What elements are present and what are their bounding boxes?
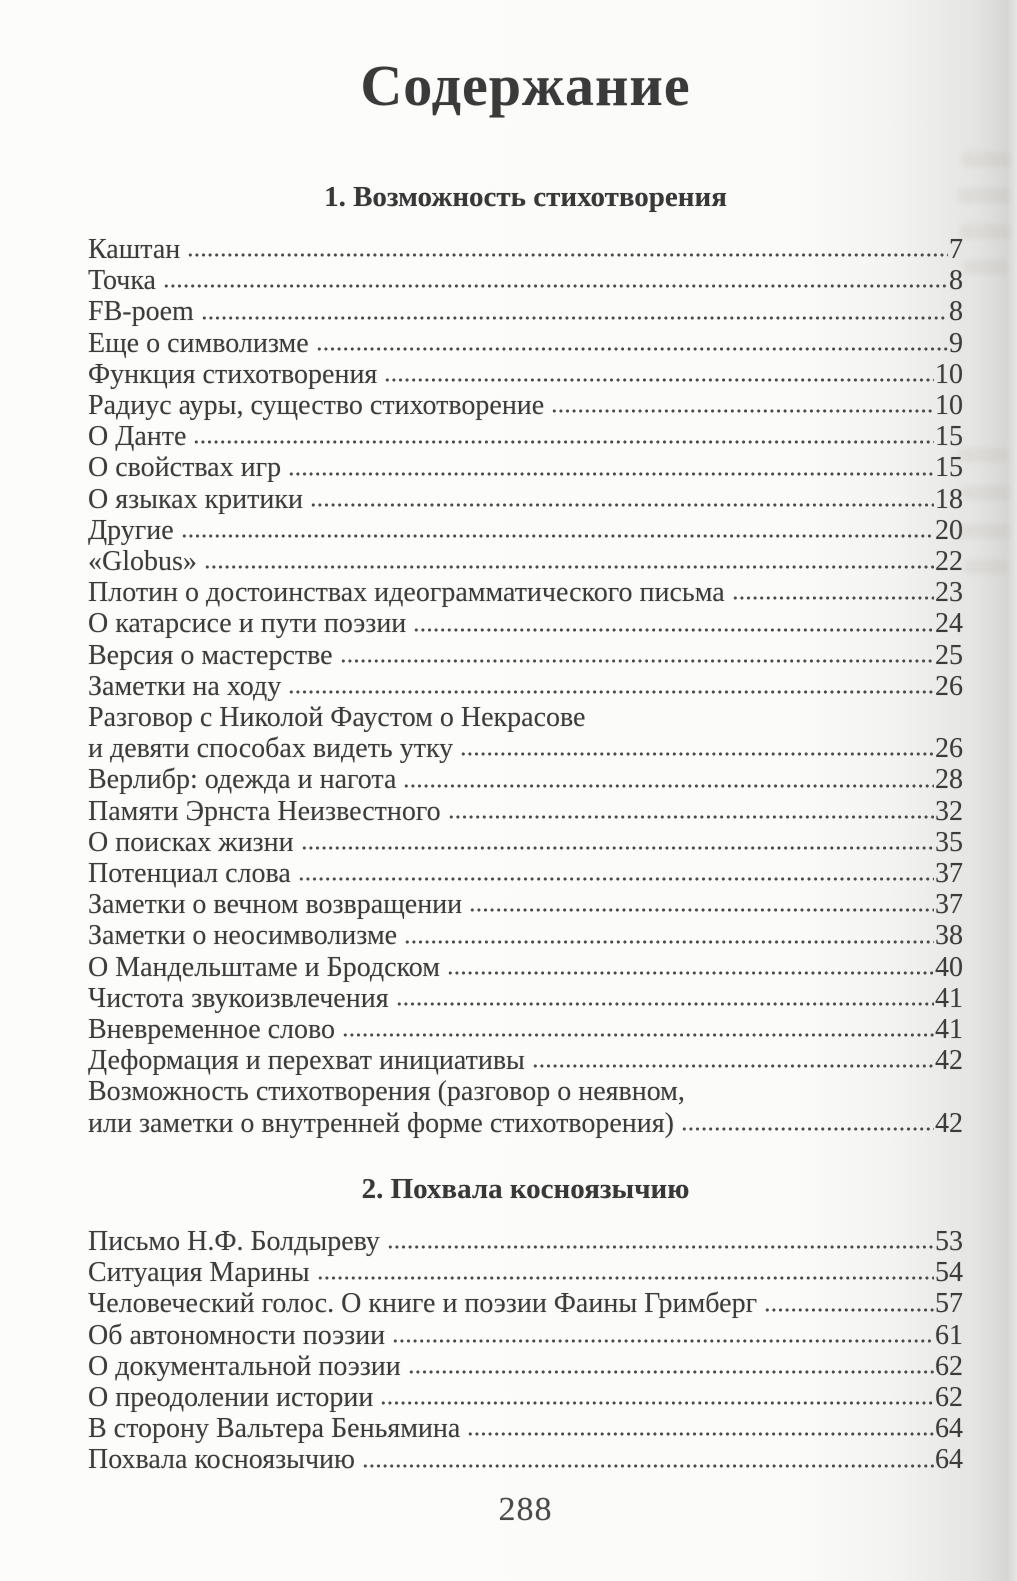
toc-entry-page: 41 [935, 1014, 963, 1046]
toc-entry-page: 62 [935, 1381, 963, 1413]
toc-entry-page: 9 [949, 327, 963, 359]
toc-entry [88, 608, 963, 639]
toc-entry-title: Еще о символизме [88, 327, 309, 359]
toc-entry [88, 920, 963, 951]
toc-entry [88, 764, 963, 795]
toc-entry-page: 54 [935, 1257, 963, 1289]
toc-entry-title: Об автономности поэзии [88, 1319, 386, 1351]
toc-entry-page: 10 [935, 390, 963, 422]
toc-entry-title: О документальной поэзии [88, 1350, 401, 1382]
dot-leader [448, 814, 934, 820]
dot-leader [380, 1400, 934, 1406]
dot-leader [404, 939, 934, 945]
dot-leader [732, 595, 934, 601]
toc-entry-title: Версия о мастерстве [88, 639, 333, 671]
toc-entry-title: Плотин о достоинствах идеограмматического письма [88, 577, 725, 609]
toc-entry [88, 1320, 963, 1351]
dot-leader [288, 689, 934, 695]
toc-entry-title: Другие [88, 514, 174, 546]
toc-entry [88, 1014, 963, 1045]
toc-entry [88, 640, 963, 671]
toc-section [88, 181, 963, 1139]
toc-entry [88, 889, 963, 920]
dot-leader [532, 1063, 934, 1069]
dot-leader [681, 1126, 934, 1132]
toc-entry-title: О языках критики [88, 483, 303, 515]
toc-entry-title: Вневременное слово [88, 1014, 336, 1046]
toc-entry [88, 1257, 963, 1288]
dot-leader [467, 1431, 934, 1437]
toc-entry [88, 1413, 963, 1444]
dot-leader [163, 283, 948, 289]
toc-entry-page: 42 [935, 1045, 963, 1077]
dot-leader [460, 751, 934, 757]
toc-entry-title: Возможность стихотворения (разговор о неявном, [88, 1076, 685, 1108]
toc-entry [88, 234, 963, 265]
toc-entry [88, 390, 963, 421]
toc-entry-page: 40 [935, 951, 963, 983]
toc-entry [88, 265, 963, 296]
toc-entry-page: 10 [935, 358, 963, 390]
toc-entry [88, 1108, 963, 1139]
toc-entry-title: Точка [88, 265, 156, 297]
toc-entry [88, 1444, 963, 1475]
dot-leader [362, 1463, 934, 1469]
toc-entry-title: Ситуация Марины [88, 1257, 310, 1289]
toc-entry [88, 421, 963, 452]
toc-entry-title: и девяти способах видеть утку [88, 733, 454, 765]
toc-entry-page: 23 [935, 577, 963, 609]
toc-entry-page: 61 [935, 1319, 963, 1351]
toc-entry [88, 1288, 963, 1319]
dot-leader [413, 627, 934, 633]
toc-entry-title: Памяти Эрнста Неизвестного [88, 795, 441, 827]
toc-entry-title: Радиус ауры, существо стихотворение [88, 390, 545, 422]
toc-entry-title: Письмо Н.Ф. Болдыреву [88, 1225, 380, 1257]
toc-entry-page: 62 [935, 1350, 963, 1382]
dot-leader [181, 533, 934, 539]
toc-entry-title: Человеческий голос. О книге и поэзии Фаины Гримберг [88, 1288, 758, 1320]
toc-entry [88, 328, 963, 359]
toc-entry-title: О поисках жизни [88, 826, 294, 858]
dot-leader [396, 1001, 934, 1007]
toc-entry-page: 53 [935, 1225, 963, 1257]
toc-entry-title: Похвала косноязычию [88, 1444, 355, 1476]
toc-entry-page: 64 [935, 1444, 963, 1476]
toc-entry-page: 8 [949, 265, 963, 297]
toc-entry [88, 733, 963, 764]
toc-entry-title: Потенциал слова [88, 858, 291, 890]
toc-entry-page: 15 [935, 421, 963, 453]
toc-entry [88, 577, 963, 608]
toc-entry-page: 38 [935, 920, 963, 952]
toc-entry-page: 25 [935, 639, 963, 671]
toc-entry-page: 41 [935, 982, 963, 1014]
toc-entry-wrap-line [88, 1076, 963, 1107]
dot-leader [342, 1032, 934, 1038]
toc-entry-title: Верлибр: одежда и нагота [88, 764, 397, 796]
toc-entry [88, 546, 963, 577]
toc-entry-page: 8 [949, 296, 963, 328]
toc-entry-page: 35 [935, 826, 963, 858]
toc-entry-title: Заметки на ходу [88, 670, 282, 702]
toc-entry [88, 515, 963, 546]
toc-entry-title: Каштан [88, 234, 181, 265]
toc-entry [88, 296, 963, 327]
toc-entry-title: В сторону Вальтера Беньямина [88, 1413, 461, 1445]
dot-leader [301, 845, 934, 851]
page-title: Содержание [360, 53, 691, 118]
dot-leader [384, 377, 934, 383]
toc-entry-page: 7 [949, 234, 963, 265]
toc-section [88, 1173, 963, 1476]
bleed-through-ghost [962, 152, 1010, 167]
toc-entry-page: 57 [935, 1288, 963, 1320]
toc-entry-page: 42 [935, 1107, 963, 1139]
toc-entry [88, 1351, 963, 1382]
section-entries [88, 234, 963, 1139]
toc-entry-title: Разговор с Николой Фаустом о Некрасове [88, 702, 586, 734]
toc-entry-page: 26 [935, 733, 963, 765]
section-entries [88, 1226, 963, 1476]
dot-leader [316, 346, 948, 352]
section-heading: 1. Возможность стихотворения [324, 181, 727, 213]
toc-entry-title: О Мандельштаме и Бродском [88, 951, 440, 983]
dot-leader [403, 783, 934, 789]
dot-leader [310, 502, 934, 508]
toc-entry-title: FB-poem [88, 296, 194, 328]
footer-page-number: 288 [498, 1491, 553, 1528]
toc-entry-page: 37 [935, 889, 963, 921]
dot-leader [193, 439, 934, 445]
toc-entry-title: О Данте [88, 421, 187, 453]
dot-leader [469, 907, 934, 913]
toc-entry-page: 37 [935, 858, 963, 890]
dot-leader [408, 1369, 934, 1375]
toc-entry [88, 827, 963, 858]
toc-entry-title: или заметки о внутренней форме стихотворения) [88, 1107, 674, 1139]
toc-entry-page: 22 [935, 546, 963, 578]
toc-entry [88, 858, 963, 889]
toc-entry-title: Заметки о вечном возвращении [88, 889, 463, 921]
toc-entry-title: Заметки о неосимволизме [88, 920, 398, 952]
dot-leader [204, 564, 934, 570]
toc-entry [88, 1226, 963, 1257]
toc-entry [88, 796, 963, 827]
toc-entry-page: 15 [935, 452, 963, 484]
toc-entry [88, 1382, 963, 1413]
dot-leader [447, 970, 934, 976]
dot-leader [288, 471, 934, 477]
toc-entry-page: 20 [935, 514, 963, 546]
toc-entry-page: 32 [935, 795, 963, 827]
toc-entry-title: О преодолении истории [88, 1381, 374, 1413]
dot-leader [340, 658, 934, 664]
toc-entry-page: 64 [935, 1413, 963, 1445]
toc-entry-page: 24 [935, 608, 963, 640]
toc-entry-title: О свойствах игр [88, 452, 282, 484]
dot-leader [392, 1338, 934, 1344]
toc-entry [88, 359, 963, 390]
toc-entry [88, 484, 963, 515]
dot-leader [201, 315, 948, 321]
dot-leader [317, 1275, 934, 1281]
toc-sections [0, 181, 1017, 1476]
dot-leader [764, 1307, 934, 1313]
dot-leader [551, 408, 934, 414]
toc-entry [88, 452, 963, 483]
toc-entry-title: Деформация и перехват инициативы [88, 1045, 525, 1077]
toc-entry [88, 952, 963, 983]
toc-entry [88, 1045, 963, 1076]
toc-entry-title: «Globus» [88, 546, 197, 578]
toc-entry-page: 18 [935, 483, 963, 515]
section-heading: 2. Похвала косноязычию [361, 1172, 690, 1205]
toc-entry-page: 28 [935, 764, 963, 796]
toc-entry-page: 26 [935, 670, 963, 702]
toc-entry [88, 983, 963, 1014]
dot-leader [298, 876, 934, 882]
toc-entry [88, 671, 963, 702]
dot-leader [387, 1244, 934, 1250]
toc-entry-title: Функция стихотворения [88, 358, 378, 390]
dot-leader [187, 252, 948, 258]
toc-entry-title: Чистота звукоизвлечения [88, 982, 389, 1014]
toc-entry-wrap-line [88, 702, 963, 733]
toc-entry-title: О катарсисе и пути поэзии [88, 608, 407, 640]
